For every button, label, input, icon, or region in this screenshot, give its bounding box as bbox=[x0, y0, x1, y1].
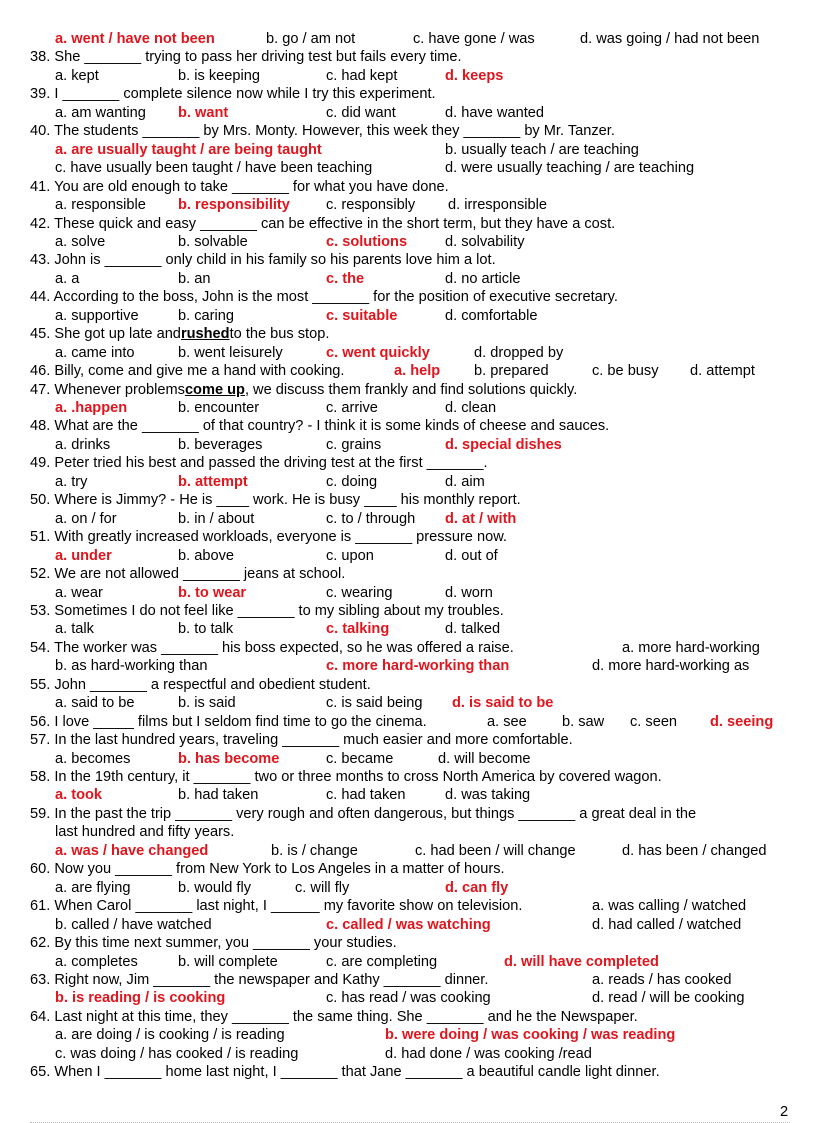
option-text: d. clean bbox=[445, 400, 497, 416]
answer-options-line bbox=[0, 916, 816, 935]
question-line bbox=[0, 251, 816, 270]
option-text: b. called / have watched bbox=[55, 916, 212, 933]
answer-options-line bbox=[0, 67, 816, 86]
correct-answer: a. was / have changed bbox=[55, 842, 209, 859]
option-text: c. have usually been taught / have been teaching bbox=[55, 160, 373, 177]
question-text: 57. In the last hundred years, traveling _______ much easier and more comfortable. bbox=[30, 732, 573, 749]
option-text: c. are completing bbox=[326, 953, 438, 970]
correct-answer: b. has become bbox=[178, 750, 280, 767]
answer-options-line bbox=[0, 547, 816, 566]
option-text: c. to / through bbox=[326, 510, 416, 527]
answer-options-line bbox=[0, 159, 816, 178]
correct-answer: c. suitable bbox=[326, 307, 398, 324]
question-text: 59. In the past the trip _______ very rough and often dangerous, but things _______ a great deal in the bbox=[30, 805, 697, 822]
question-text: 38. She _______ trying to pass her driving test but fails every time. bbox=[30, 49, 462, 66]
answer-options-line bbox=[0, 879, 816, 898]
option-text: c. is said being bbox=[326, 695, 423, 712]
question-line bbox=[0, 491, 816, 510]
option-text: b. went leisurely bbox=[178, 344, 283, 361]
question-text: 54. The worker was _______ his boss expected, so he was offered a raise. bbox=[30, 639, 514, 656]
option-text: c. will fly bbox=[295, 879, 350, 896]
answer-options-line bbox=[0, 713, 816, 732]
option-text: a. drinks bbox=[55, 436, 111, 453]
option-text: b. in / about bbox=[178, 510, 255, 527]
answer-options-line bbox=[0, 436, 816, 455]
option-text: , we discuss them frankly and find solutions quickly. bbox=[244, 381, 578, 398]
question-text: 61. When Carol _______ last night, I ______ my favorite show on television. bbox=[30, 898, 523, 915]
option-text: b. is / change bbox=[271, 842, 358, 859]
option-text: c. became bbox=[326, 750, 394, 767]
correct-answer: d. at / with bbox=[445, 510, 517, 527]
question-line bbox=[0, 565, 816, 584]
correct-answer: a. went / have not been bbox=[55, 31, 215, 47]
question-text: 46. Billy, come and give me a hand with cooking. bbox=[30, 363, 345, 380]
answer-options-line bbox=[0, 510, 816, 529]
answer-options-line bbox=[0, 657, 816, 676]
question-line bbox=[0, 805, 816, 824]
question-text: 51. With greatly increased workloads, everyone is _______ pressure now. bbox=[30, 529, 507, 546]
answer-options-line bbox=[0, 307, 816, 326]
correct-answer: a. took bbox=[55, 787, 103, 804]
option-text: d. talked bbox=[445, 621, 501, 638]
question-line bbox=[0, 934, 816, 953]
question-text: 49. Peter tried his best and passed the driving test at the first _______. bbox=[30, 455, 488, 472]
option-text: b. an bbox=[178, 270, 211, 287]
answer-options-line bbox=[0, 584, 816, 603]
option-text: b. as hard-working than bbox=[55, 658, 208, 675]
option-text: b. go / am not bbox=[266, 31, 356, 47]
option-text: c. responsibly bbox=[326, 197, 416, 214]
option-text: c. was doing / has cooked / is reading bbox=[55, 1045, 299, 1062]
correct-answer: b. attempt bbox=[178, 473, 248, 490]
question-line bbox=[0, 1063, 816, 1082]
underlined-word: come up bbox=[184, 381, 245, 398]
option-text: d. aim bbox=[445, 473, 485, 490]
question-text: 50. Where is Jimmy? - He is ____ work. He is busy ____ his monthly report. bbox=[30, 492, 521, 509]
correct-answer: c. called / was watching bbox=[326, 916, 491, 933]
question-line bbox=[0, 215, 816, 234]
answer-options-line bbox=[0, 639, 816, 658]
answer-options-line bbox=[0, 620, 816, 639]
answer-options-line bbox=[0, 842, 816, 861]
question-text: 56. I love _____ films but I seldom find time to go the cinema. bbox=[30, 713, 427, 730]
question-text: 58. In the 19th century, it _______ two or three months to cross North America by covered wagon. bbox=[30, 769, 662, 785]
answer-options-line bbox=[0, 1026, 816, 1045]
option-text: a. talk bbox=[55, 621, 94, 638]
page-number: 2 bbox=[780, 1104, 789, 1120]
option-text: d. have wanted bbox=[445, 104, 544, 121]
correct-answer: d. is said to be bbox=[452, 695, 554, 712]
correct-answer: d. seeing bbox=[710, 713, 774, 730]
answer-options-line bbox=[0, 1045, 816, 1064]
option-text: b. beverages bbox=[178, 436, 263, 453]
option-text: a. completes bbox=[55, 953, 138, 970]
answer-options-line bbox=[0, 325, 816, 344]
question-line bbox=[0, 417, 816, 436]
option-text: b. usually teach / are teaching bbox=[445, 141, 639, 158]
option-text: d. more hard-working as bbox=[592, 658, 750, 675]
option-text: b. saw bbox=[562, 713, 605, 730]
correct-answer: b. responsibility bbox=[178, 197, 290, 214]
correct-answer: a. help bbox=[394, 363, 441, 380]
answer-options-line bbox=[0, 362, 816, 381]
option-text: d. dropped by bbox=[474, 344, 564, 361]
question-text: 42. These quick and easy _______ can be effective in the short term, but they have a cost. bbox=[30, 215, 616, 232]
option-text: a. said to be bbox=[55, 695, 135, 712]
option-text: a. becomes bbox=[55, 750, 131, 767]
option-text: a. are flying bbox=[55, 879, 131, 896]
correct-answer: c. talking bbox=[326, 621, 390, 638]
correct-answer: b. is reading / is cooking bbox=[55, 990, 226, 1007]
option-text: d. read / will be cooking bbox=[592, 990, 745, 1007]
correct-answer: a. .happen bbox=[55, 400, 128, 416]
option-text: to the bus stop. bbox=[229, 326, 330, 343]
option-text: b. above bbox=[178, 547, 234, 564]
option-text: d. attempt bbox=[690, 363, 755, 380]
question-line bbox=[0, 288, 816, 307]
option-text: a. was calling / watched bbox=[592, 898, 747, 915]
option-text: a. supportive bbox=[55, 307, 139, 324]
option-text: b. will complete bbox=[178, 953, 278, 970]
option-text: c. have gone / was bbox=[413, 31, 535, 47]
question-line bbox=[0, 860, 816, 879]
answer-options-line bbox=[0, 344, 816, 363]
question-text: 39. I _______ complete silence now while I try this experiment. bbox=[30, 86, 436, 103]
answer-options-line bbox=[0, 750, 816, 769]
option-text: a. wear bbox=[55, 584, 103, 601]
question-text: 65. When I _______ home last night, I _______ that Jane _______ a beautiful candle light dinner. bbox=[30, 1064, 660, 1081]
answer-options-line bbox=[0, 823, 816, 842]
correct-answer: d. will have completed bbox=[504, 953, 659, 970]
question-text: 40. The students _______ by Mrs. Monty. However, this week they _______ by Mr. Tanzer. bbox=[30, 123, 615, 140]
correct-answer: a. are usually taught / are being taught bbox=[55, 141, 322, 158]
option-text: d. comfortable bbox=[445, 307, 538, 324]
option-text: c. be busy bbox=[592, 363, 659, 380]
answer-options-line bbox=[0, 953, 816, 972]
correct-answer: c. more hard-working than bbox=[326, 658, 510, 675]
option-text: d. solvability bbox=[445, 233, 525, 250]
answer-options-line bbox=[0, 381, 816, 400]
question-text: 45. She got up late and bbox=[30, 326, 181, 343]
answer-options-line bbox=[0, 897, 816, 916]
question-text: 64. Last night at this time, they _______ the same thing. She _______ and he the Newspaper. bbox=[30, 1008, 638, 1025]
answer-options-line bbox=[0, 694, 816, 713]
answer-options-line bbox=[0, 30, 816, 49]
question-line bbox=[0, 1008, 816, 1027]
question-text: 43. John is _______ only child in his family so his parents love him a lot. bbox=[30, 252, 496, 269]
option-text: c. had been / will change bbox=[415, 842, 576, 859]
option-text: c. has read / was cooking bbox=[326, 990, 491, 1007]
answer-options-line bbox=[0, 141, 816, 160]
answer-options-line bbox=[0, 473, 816, 492]
correct-answer: b. were doing / was cooking / was reading bbox=[385, 1027, 676, 1044]
option-text: c. upon bbox=[326, 547, 374, 564]
option-text: a. responsible bbox=[55, 197, 146, 214]
option-text: a. a bbox=[55, 270, 80, 287]
question-text: 55. John _______ a respectful and obedient student. bbox=[30, 676, 371, 693]
answer-options-line bbox=[0, 399, 816, 418]
option-text: c. seen bbox=[630, 713, 678, 730]
option-text: c. did want bbox=[326, 104, 396, 121]
option-text: a. solve bbox=[55, 233, 106, 250]
answer-options-line bbox=[0, 233, 816, 252]
option-text: b. solvable bbox=[178, 233, 248, 250]
option-text: a. came into bbox=[55, 344, 135, 361]
option-text: d. had done / was cooking /read bbox=[385, 1045, 592, 1062]
question-line bbox=[0, 178, 816, 197]
question-line bbox=[0, 454, 816, 473]
correct-answer: d. can fly bbox=[445, 879, 509, 896]
option-text: c. had kept bbox=[326, 67, 398, 84]
question-line bbox=[0, 528, 816, 547]
answer-options-line bbox=[0, 786, 816, 805]
option-text: d. irresponsible bbox=[448, 197, 547, 214]
option-text: d. out of bbox=[445, 547, 498, 564]
question-line bbox=[0, 122, 816, 141]
option-text: b. prepared bbox=[474, 363, 549, 380]
answer-options-line bbox=[0, 270, 816, 289]
option-text: d. worn bbox=[445, 584, 493, 601]
correct-answer: b. want bbox=[178, 104, 229, 121]
option-text: a. on / for bbox=[55, 510, 117, 527]
correct-answer: c. went quickly bbox=[326, 344, 430, 361]
option-text: b. to talk bbox=[178, 621, 234, 638]
option-text: last hundred and fifty years. bbox=[55, 824, 235, 841]
correct-answer: c. the bbox=[326, 270, 365, 287]
correct-answer: a. under bbox=[55, 547, 112, 564]
option-text: d. no article bbox=[445, 270, 521, 287]
option-text: a. am wanting bbox=[55, 104, 146, 121]
option-text: d. will become bbox=[438, 750, 531, 767]
option-text: d. has been / changed bbox=[622, 842, 767, 859]
question-text: 62. By this time next summer, you _______ your studies. bbox=[30, 935, 397, 952]
option-text: c. doing bbox=[326, 473, 378, 490]
question-line bbox=[0, 676, 816, 695]
correct-answer: b. to wear bbox=[178, 584, 247, 601]
option-text: b. had taken bbox=[178, 787, 259, 804]
question-line bbox=[0, 731, 816, 750]
option-text: b. would fly bbox=[178, 879, 252, 896]
option-text: c. grains bbox=[326, 436, 382, 453]
option-text: a. try bbox=[55, 473, 88, 490]
correct-answer: d. special dishes bbox=[445, 436, 562, 453]
option-text: a. more hard-working bbox=[622, 639, 760, 656]
answer-options-line bbox=[0, 971, 816, 990]
underlined-word: rushed bbox=[180, 326, 230, 343]
answer-options-line bbox=[0, 196, 816, 215]
question-line bbox=[0, 768, 816, 787]
question-text: 48. What are the _______ of that country? - I think it is some kinds of cheese and sauces. bbox=[30, 418, 610, 435]
answer-options-line bbox=[0, 989, 816, 1008]
question-text: 44. According to the boss, John is the most _______ for the position of executive secretary. bbox=[30, 289, 618, 306]
question-text: 60. Now you _______ from New York to Los Angeles in a matter of hours. bbox=[30, 861, 505, 878]
question-text: 53. Sometimes I do not feel like _______ to my sibling about my troubles. bbox=[30, 602, 504, 619]
option-text: a. see bbox=[487, 713, 527, 730]
option-text: b. caring bbox=[178, 307, 234, 324]
option-text: a. are doing / is cooking / is reading bbox=[55, 1027, 285, 1044]
correct-answer: d. keeps bbox=[445, 67, 504, 84]
question-text: 47. Whenever problems bbox=[30, 381, 185, 398]
option-text: c. wearing bbox=[326, 584, 393, 601]
question-line bbox=[0, 85, 816, 104]
question-line bbox=[0, 48, 816, 67]
question-text: 52. We are not allowed _______ jeans at school. bbox=[30, 566, 346, 583]
option-text: b. encounter bbox=[178, 400, 260, 416]
option-text: b. is keeping bbox=[178, 67, 260, 84]
option-text: d. had called / watched bbox=[592, 916, 742, 933]
option-text: b. is said bbox=[178, 695, 236, 712]
option-text: d. was going / had not been bbox=[580, 31, 760, 47]
answer-options-line bbox=[0, 104, 816, 123]
question-line bbox=[0, 602, 816, 621]
option-text: a. reads / has cooked bbox=[592, 971, 732, 988]
option-text: c. had taken bbox=[326, 787, 406, 804]
option-text: c. arrive bbox=[326, 400, 378, 416]
option-text: d. were usually teaching / are teaching bbox=[445, 160, 695, 177]
question-text: 41. You are old enough to take _______ for what you have done. bbox=[30, 178, 449, 195]
option-text: a. kept bbox=[55, 67, 99, 84]
correct-answer: c. solutions bbox=[326, 233, 408, 250]
question-text: 63. Right now, Jim _______ the newspaper and Kathy _______ dinner. bbox=[30, 971, 489, 988]
option-text: d. was taking bbox=[445, 787, 531, 804]
